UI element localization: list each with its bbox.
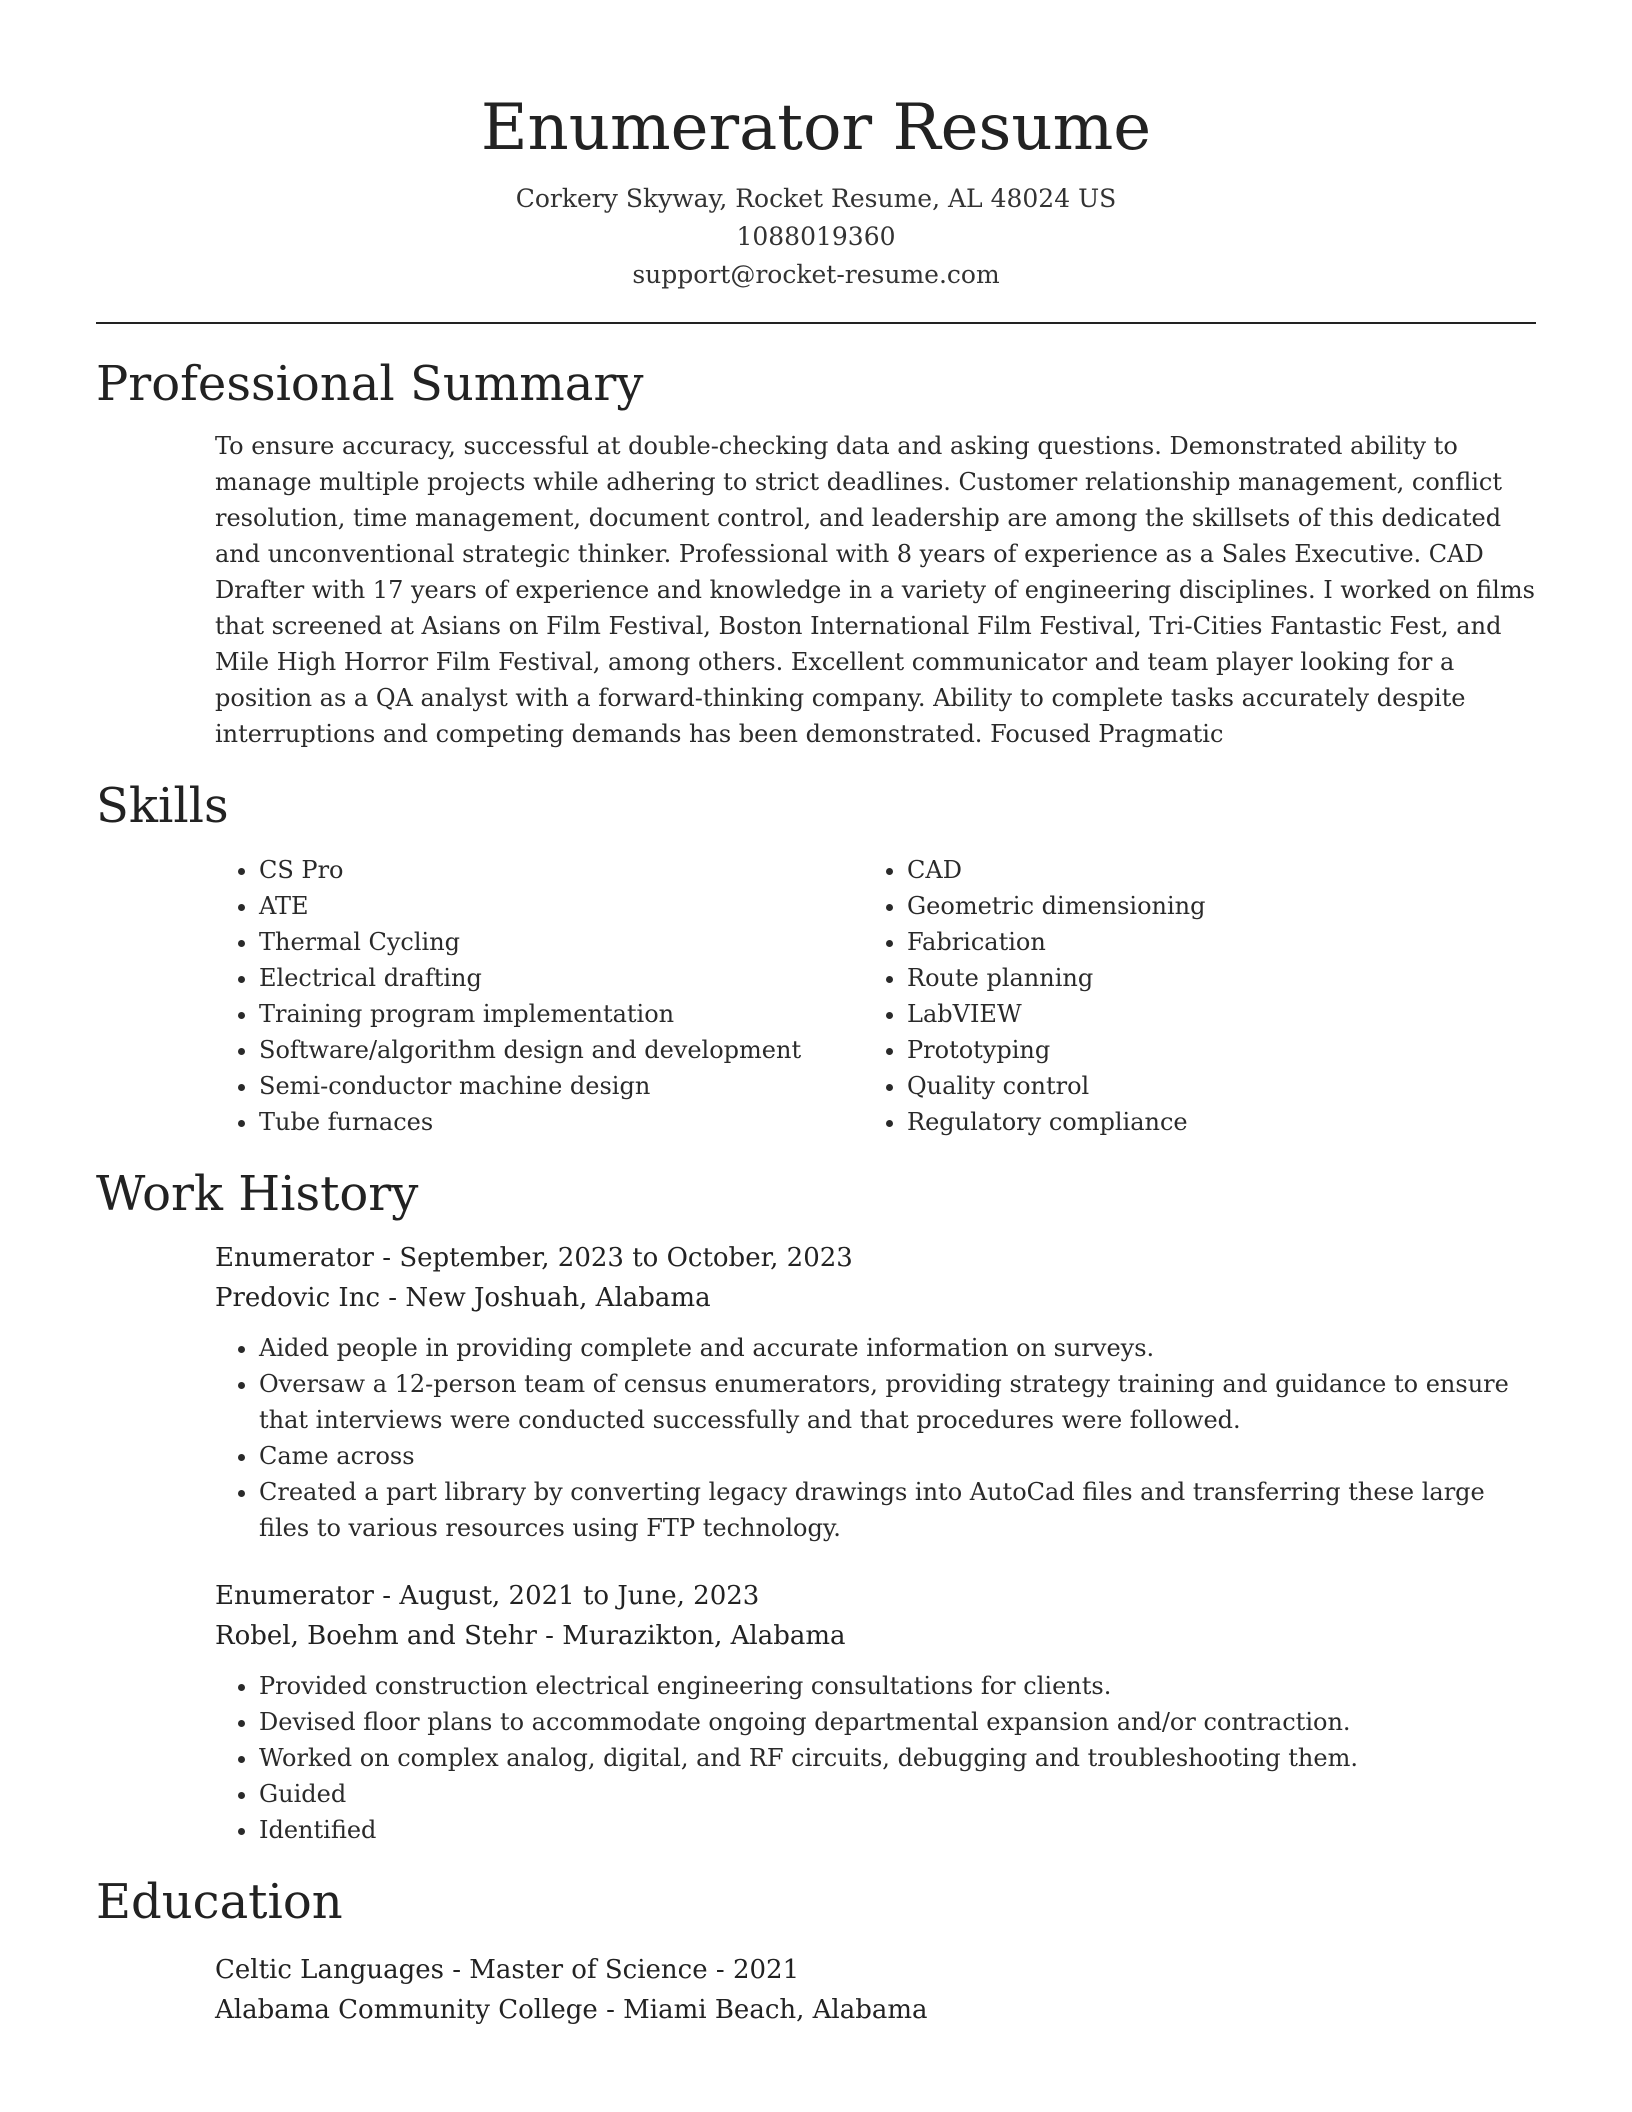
education-degree: Master of Science [469, 1955, 708, 1985]
separator: - [536, 1621, 563, 1651]
skill-item: • CAD [907, 852, 1511, 888]
job-entry [96, 1576, 1536, 1848]
job-company-line [215, 1616, 1536, 1656]
education-field: Celtic Languages [215, 1955, 444, 1985]
education-school-line [215, 1990, 1536, 2030]
job-bullets [215, 1668, 1536, 1848]
summary-heading: Professional Summary [96, 356, 644, 412]
job-title: Enumerator [215, 1243, 374, 1273]
job-bullet: • Guided [259, 1776, 1536, 1812]
skill-item: • Thermal Cycling [259, 924, 863, 960]
job-bullet: • Created a part library by converting legacy drawings into AutoCad files and transferring these large files to various resources using FTP technology. [259, 1474, 1536, 1546]
skills-list-left [215, 852, 863, 1140]
contact-email: support@rocket-resume.com [632, 260, 1000, 289]
skills-section [96, 776, 1536, 1140]
job-location: New Joshuah, Alabama [405, 1283, 711, 1313]
job-bullet: • Came across [259, 1438, 1536, 1474]
summary-section [96, 354, 1536, 752]
separator: - [373, 1581, 400, 1611]
education-heading: Education [96, 1874, 343, 1930]
skill-item: • Regulatory compliance [907, 1104, 1511, 1140]
summary-text: To ensure accuracy, successful at double-checking data and asking questions. Demonstrated ability to manage multiple projects while adhering to strict deadlines. Customer relationship management, conflict resolution, time management, document control, and leadership are among the skillsets of this dedicated and unconventional strategic thinker. Professional with 8 years of experience as a Sales Executive. CAD Drafter with 17 years of experience and knowledge in a variety of engineering disciplines. I worked on films that screened at Asians on Film Festival, Boston International Film Festival, Tri-Cities Fantastic Fest, and Mile High Horror Film Festival, among others. Excellent communicator and team player looking for a position as a QA analyst with a forward-thinking company. Ability to complete tasks accurately despite interruptions and competing demands has been demonstrated. Focused Pragmatic [215, 432, 1535, 748]
skill-item: • CS Pro [259, 852, 863, 888]
job-bullets [215, 1330, 1536, 1546]
education-school: Alabama Community College [215, 1995, 598, 2025]
job-company-line [215, 1278, 1536, 1318]
resume-title: Enumerator Resume [480, 91, 1152, 165]
skill-item: • Prototyping [907, 1032, 1511, 1068]
job-bullet: • Provided construction electrical engineering consultations for clients. [259, 1668, 1536, 1704]
skill-item: • LabVIEW [907, 996, 1511, 1032]
skill-item: • Fabrication [907, 924, 1511, 960]
education-entry [96, 1950, 1536, 2030]
job-bullet: • Devised floor plans to accommodate ongoing departmental expansion and/or contraction. [259, 1704, 1536, 1740]
job-title: Enumerator [215, 1581, 374, 1611]
job-bullet: • Oversaw a 12-person team of census enumerators, providing strategy training and guidance to ensure that interviews were conducted successfully and that procedures were followed. [259, 1366, 1536, 1438]
separator: - [380, 1283, 406, 1313]
skill-item: • Tube furnaces [259, 1104, 863, 1140]
header-divider [96, 322, 1536, 324]
education-year: 2021 [732, 1955, 800, 1985]
separator: - [597, 1995, 624, 2025]
skills-list-right [863, 852, 1511, 1140]
job-bullet: • Aided people in providing complete and accurate information on surveys. [259, 1330, 1536, 1366]
separator: - [373, 1243, 400, 1273]
job-company: Robel, Boehm and Stehr [215, 1621, 537, 1651]
job-title-line [215, 1576, 1536, 1616]
education-location: Miami Beach, Alabama [623, 1995, 928, 2025]
work-history-section [96, 1164, 1536, 1848]
contact-info [96, 180, 1536, 294]
education-section [96, 1872, 1536, 2030]
separator: - [443, 1955, 470, 1985]
skill-item: • Training program implementation [259, 996, 863, 1032]
contact-address: Corkery Skyway, Rocket Resume, AL 48024 US [515, 184, 1117, 213]
job-bullet: • Worked on complex analog, digital, and RF circuits, debugging and troubleshooting them. [259, 1740, 1536, 1776]
job-title-line [215, 1238, 1536, 1278]
job-location: Murazikton, Alabama [562, 1621, 846, 1651]
job-company: Predovic Inc [215, 1283, 381, 1313]
contact-phone: 1088019360 [736, 222, 896, 251]
skills-heading: Skills [96, 778, 229, 834]
job-entry [96, 1238, 1536, 1546]
job-dates: September, 2023 to October, 2023 [399, 1243, 853, 1273]
separator: - [707, 1955, 733, 1985]
job-bullet: • Identified [259, 1812, 1536, 1848]
education-degree-line [215, 1950, 1536, 1990]
skill-item: • ATE [259, 888, 863, 924]
skill-item: • Geometric dimensioning [907, 888, 1511, 924]
job-dates: August, 2021 to June, 2023 [399, 1581, 760, 1611]
resume-header [96, 0, 1536, 294]
skill-item: • Semi-conductor machine design [259, 1068, 863, 1104]
work-history-heading: Work History [96, 1166, 419, 1222]
skill-item: • Quality control [907, 1068, 1511, 1104]
skills-columns [96, 852, 1536, 1140]
skill-item: • Route planning [907, 960, 1511, 996]
skill-item: • Electrical drafting [259, 960, 863, 996]
skill-item: • Software/algorithm design and development [259, 1032, 863, 1068]
